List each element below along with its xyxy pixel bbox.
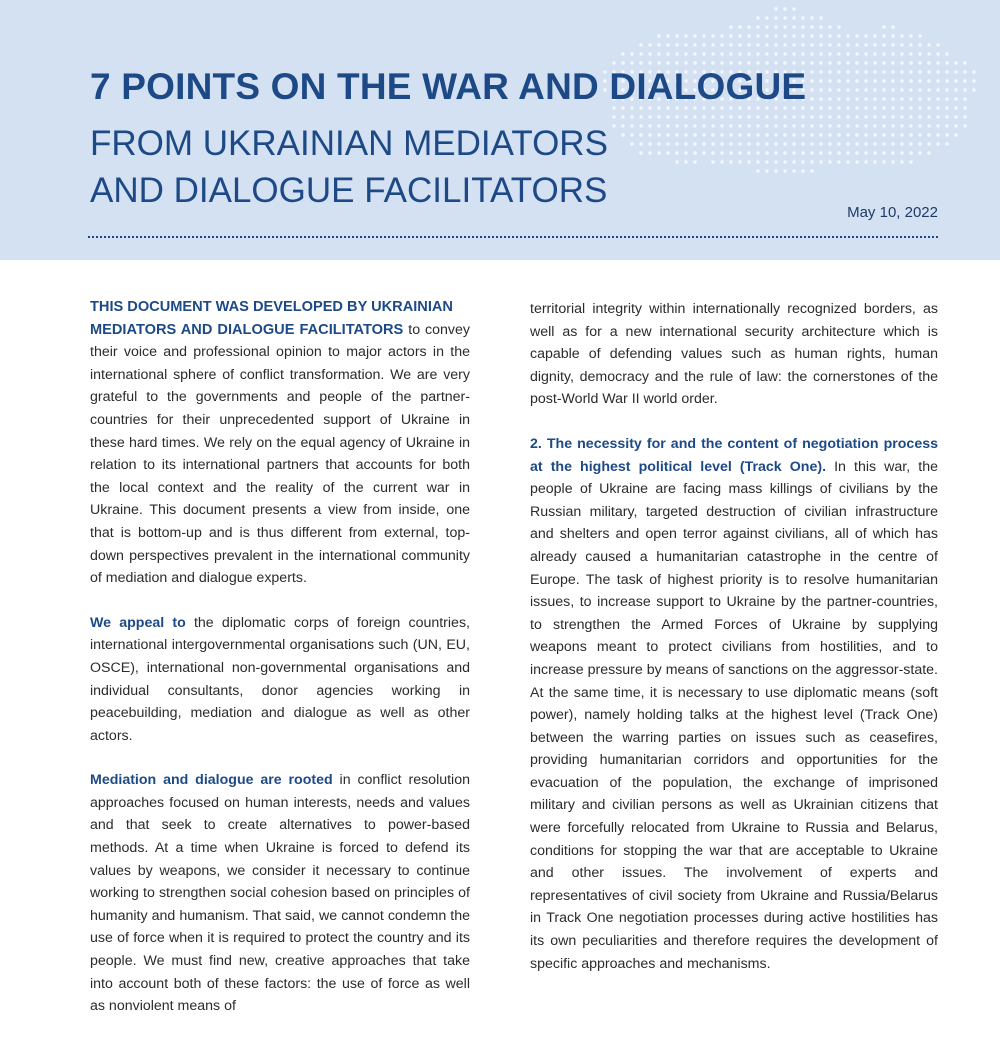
page-subtitle (90, 120, 608, 214)
point-2-paragraph (530, 433, 938, 975)
mediation-paragraph (90, 769, 470, 1018)
point-2-text: In this war, the people of Ukraine are facing mass killings of civilians by the Russian military, targeted destruction of civilian infrastructure and shelters and open terror against civilians, all of which has already caused a humanitarian catastrophe in the centre of Europe. The task of highest priority is to resolve humanitarian issues, to increase support to Ukraine by the partner-countries, to strengthen the Armed Forces of Ukraine by supplying weapons meant to protect civilians from hostilities, and to increase pressure by means of sanctions on the aggressor-state. At the same time, it is necessary to use diplomatic means (soft power), namely holding talks at the highest level (Track One) between the warring parties on issues such as ceasefires, providing humanitarian corridors and opportunities for the evacuation of the population, the exchange of imprisoned military and civilian persons as well as Ukrainian citizens that were forcefully relocated from Ukraine to Russia and Belarus, conditions for stopping the war that are acceptable to Ukraine and other issues. The involvement of experts and representatives of civil society from Ukraine and Russia/Belarus in Track One negotiation processes during active hostilities has its own peculiarities and therefore requires the development of specific approaches and mechanisms. (530, 458, 938, 972)
header-banner (0, 0, 1000, 260)
right-column (530, 298, 938, 997)
subtitle-line-2: AND DIALOGUE FACILITATORS (90, 171, 608, 210)
intro-paragraph (90, 296, 470, 590)
appeal-lead: We appeal to (90, 614, 186, 631)
page-title: 7 POINTS ON THE WAR AND DIALOGUE (90, 66, 807, 107)
document-date: May 10, 2022 (847, 204, 938, 221)
dotted-divider (88, 236, 938, 238)
subtitle-line-1: FROM UKRAINIAN MEDIATORS (90, 124, 608, 163)
appeal-text: the diplomatic corps of foreign countries, international intergovernmental organisations such (UN, EU, OSCE), international non-governmental organisations and individual consultants, donor agencies working in peacebuilding, mediation and dialogue as well as other actors. (90, 614, 470, 744)
intro-lead-line-1: THIS DOCUMENT WAS DEVELOPED BY UKRAINIAN (90, 299, 453, 315)
point-2-heading: 2. The necessity for and the content of negotiation process at the highest political level (Track One). (530, 435, 938, 475)
intro-lead (90, 299, 453, 338)
left-column (90, 296, 470, 1040)
mediation-lead: Mediation and dialogue are rooted (90, 772, 333, 789)
mediation-text: in conflict resolution approaches focused on human interests, needs and values and that seek to create alternatives to power-based methods. At a time when Ukraine is forced to defend its values by weapons, we consider it necessary to continue working to strengthen social cohesion based on principles of humanity and humanism. That said, we cannot condemn the use of force when it is required to protect the country and its people. We must find new, creative approaches that take into account both of these factors: the use of force as well as nonviolent means of (90, 772, 470, 1015)
territorial-paragraph: territorial integrity within internationally recognized borders, as well as for a new international security architecture which is capable of defending values such as human rights, human dignity, democracy and the rule of law: the cornerstones of the post-World War II world order. (530, 301, 938, 408)
intro-text: to convey their voice and professional opinion to major actors in the international sphere of conflict transformation. We are very grateful to the governments and people of the partner-countries for their unprecedented support of Ukraine in these hard times. We rely on the equal agency of Ukraine in relation to its international partners that accounts for both the local context and the reality of the current war in Ukraine. This document presents a view from inside, one that is bottom-up and is thus different from external, top-down perspectives prevalent in the international community of mediation and dialogue experts. (90, 321, 470, 587)
intro-lead-line-2: MEDIATORS AND DIALOGUE FACILITATORS (90, 321, 404, 338)
appeal-paragraph (90, 612, 470, 748)
